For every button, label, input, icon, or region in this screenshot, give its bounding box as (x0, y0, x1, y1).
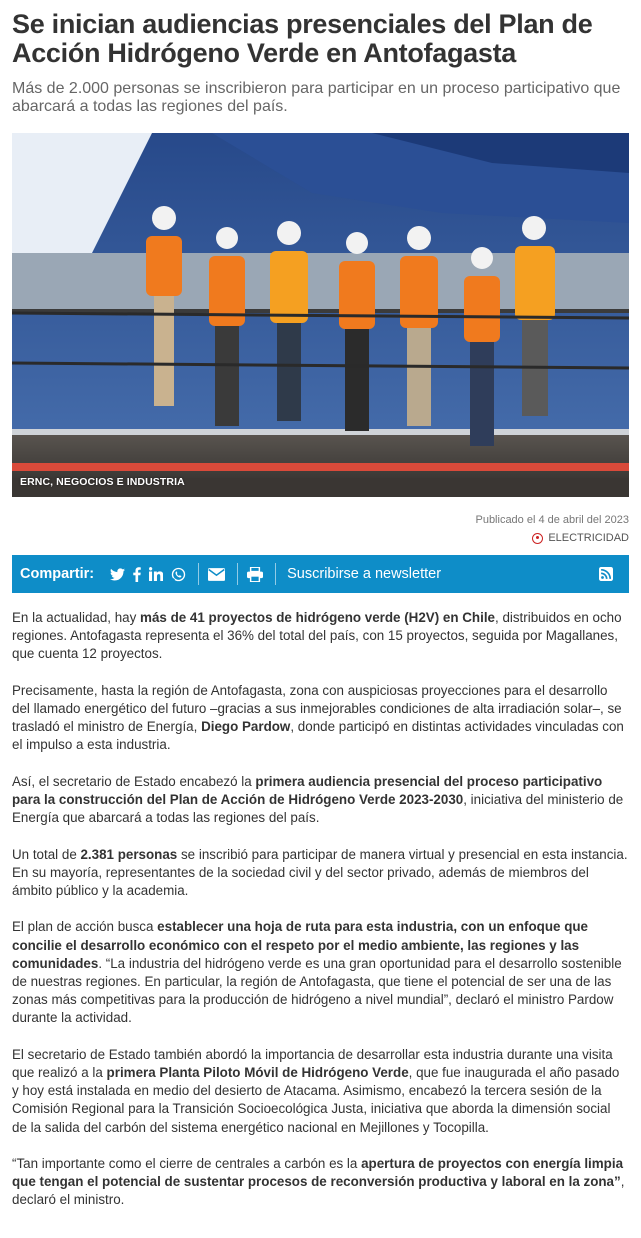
text: . “La industria del hidrógeno verde es una gran oportunidad para el desarrollo sostenible de nuestras regiones. En particular, la región de Antofagasta, que tiene el potencial de ser una de las zonas más competitivas para la producción de hidrógeno a nivel mundial”, declaró el ministro Pardow durante la actividad. (12, 955, 622, 1026)
bold-text: establecer una hoja de ruta para esta industria, con un enfoque que concilie el desarrollo económico con el respeto por el medio ambiente, las regiones y las comunidades (12, 919, 588, 971)
paragraph (12, 1155, 629, 1210)
facebook-icon[interactable] (133, 564, 141, 584)
text: , donde participó en distintas actividades vinculadas con el impulso a esta industria. (12, 719, 624, 753)
hero-photo[interactable] (12, 133, 629, 497)
text: , iniciativa del ministerio de Energía que abarcará a todas las regiones del país. (12, 792, 624, 826)
email-icon[interactable] (208, 564, 225, 584)
share-divider (198, 563, 199, 585)
publish-date: Publicado el 4 de abril del 2023 (475, 514, 629, 526)
text: “Tan importante como el cierre de centrales a carbón es la (12, 1156, 362, 1171)
text: Precisamente, hasta la región de Antofagasta, zona con auspiciosas proyecciones para el desarrollo del llamado energético del futuro –gracias a sus inmejorables condiciones de alta irradiación solar–, se trasladó el ministro de Energía, (12, 682, 622, 735)
twitter-icon[interactable] (110, 564, 125, 584)
text: , declaró el ministro. (12, 1174, 625, 1208)
paragraph (12, 682, 629, 755)
hero-photo-illustration (12, 133, 629, 497)
text: El secretario de Estado también abordó la importancia de desarrollar esta industria durante una visita que realizó a la (12, 1046, 613, 1080)
category-dot-icon (532, 533, 543, 544)
text: El plan de acción busca (12, 919, 158, 935)
bold-text: primera Planta Piloto Móvil de Hidrógeno Verde (106, 1065, 409, 1080)
category-label: ELECTRICIDAD (548, 532, 629, 544)
text: , que fue inaugurada el año pasado y hoy está instalada en medio del desierto de Atacama. Asimismo, encabezó la tercera sesión de la Comisión Regional para la Transición Socioecológica Justa, iniciativa que aborda la dimensión social de la salida del carbón del sistema energético nacional en Mejillones y Tocopilla. (12, 1065, 620, 1135)
bold-text: Diego Pardow (201, 719, 291, 735)
paragraph (12, 1046, 629, 1137)
paragraph (12, 773, 629, 828)
category-link[interactable] (532, 529, 629, 547)
article-body (12, 609, 629, 1228)
bold-text: primera audiencia presencial del proceso participativo para la construcción del Plan de Acción de Hidrógeno Verde 2023-2030 (12, 773, 603, 807)
whatsapp-icon[interactable] (171, 564, 186, 584)
paragraph (12, 609, 629, 664)
share-bar (12, 555, 629, 593)
article-meta (475, 511, 629, 550)
share-divider (237, 563, 238, 585)
newsletter-link[interactable]: Suscribirse a newsletter (287, 566, 442, 582)
bold-text: más de 41 proyectos de hidrógeno verde (H2V) en Chile (140, 610, 495, 625)
image-category-tag[interactable]: ERNC, NEGOCIOS E INDUSTRIA (20, 476, 185, 488)
rss-icon[interactable] (599, 564, 613, 584)
text: En la actualidad, hay (12, 610, 141, 625)
text: Un total de (12, 846, 81, 862)
share-divider (275, 563, 276, 585)
text: , distribuidos en ocho regiones. Antofagasta representa el 36% del total del país, con 15 proyectos, seguida por Magallanes, que cuenta 12 proyectos. (12, 610, 622, 662)
article-title: Se inician audiencias presenciales del Plan de Acción Hidrógeno Verde en Antofagasta (12, 9, 593, 68)
share-label: Compartir: (20, 566, 95, 582)
article-subtitle: Más de 2.000 personas se inscribieron para participar en un proceso participativo que abarcará a todas las regiones del país. (12, 80, 621, 115)
print-icon[interactable] (247, 564, 263, 584)
bold-text: apertura de proyectos con energía limpia que tengan el potencial de sustentar procesos de reconversión productiva y laboral en la zona” (12, 1156, 624, 1190)
text: Así, el secretario de Estado encabezó la (12, 773, 256, 789)
linkedin-icon[interactable] (149, 564, 163, 584)
paragraph (12, 846, 629, 901)
bold-text: 2.381 personas (80, 846, 178, 862)
paragraph (12, 918, 629, 1027)
text: se inscribió para participar de manera virtual y presencial en esta instancia. En su mayoría, representantes de la sociedad civil y del sector privado, además de miembros del ámbito público y la academia. (12, 846, 628, 898)
